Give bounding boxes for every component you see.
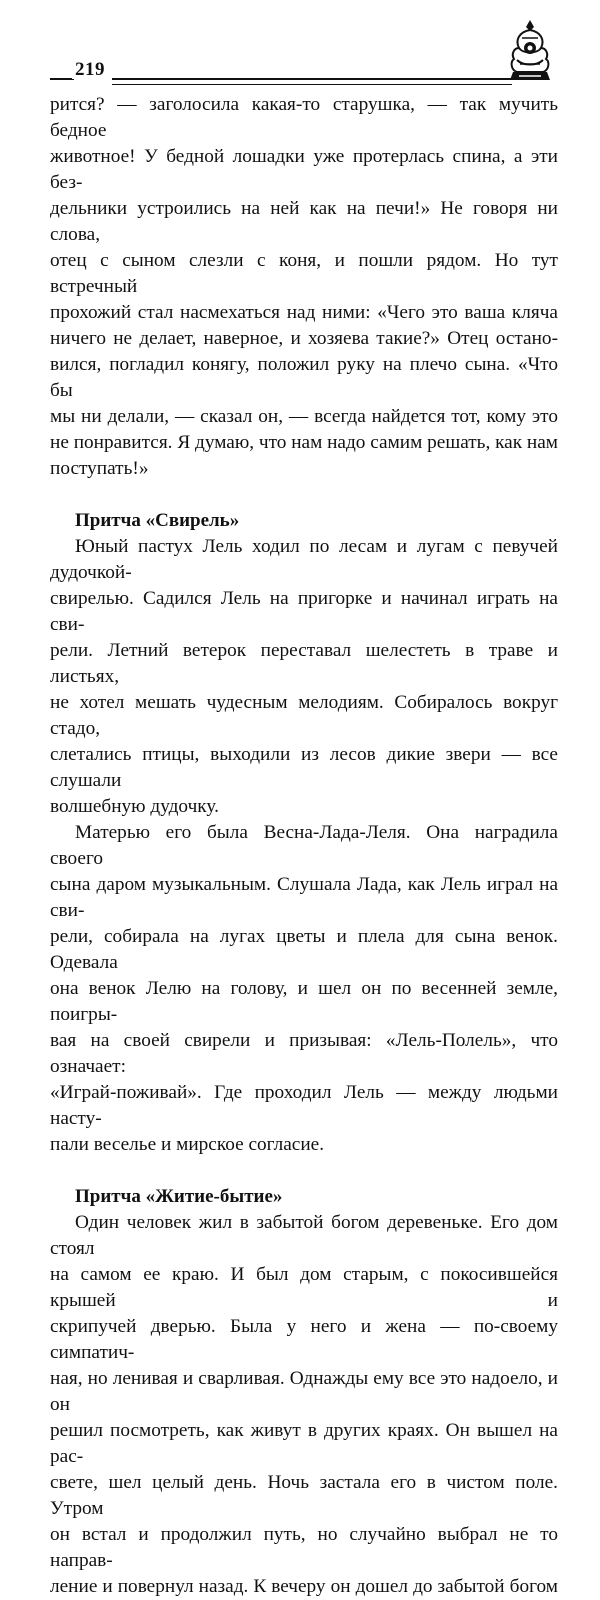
text-line: свирелью. Садился Лель на пригорке и начинал играть на сви- — [50, 588, 558, 635]
text-line: ная, но ленивая и сварливая. Однажды ему все это надоело, и он — [50, 1368, 558, 1415]
page-number: 219 — [72, 60, 108, 79]
text-line: сына даром музыкальным. Слушала Лада, как Лель играл на сви- — [50, 874, 558, 921]
parable-title-zhitie: Притча «Житие-бытие» — [75, 1186, 283, 1207]
svirel-paragraph-1 — [50, 534, 558, 820]
text-line: волшебную дудочку. — [50, 796, 219, 817]
text-line: Юный пастух Лель ходил по лесам и лугам с певучей дудочкой- — [50, 536, 558, 583]
text-line: она венок Лелю на голову, и шел он по весенней земле, поигры- — [50, 978, 558, 1025]
section-gap — [50, 482, 558, 508]
text-line: не хотел мешать чудесным мелодиям. Собиралось вокруг стадо, — [50, 692, 558, 739]
text-line: животное! У бедной лошадки уже протерлась спина, а эти без- — [50, 146, 558, 193]
section-gap — [50, 1158, 558, 1184]
text-line: он встал и продолжил путь, но случайно выбрал не то направ- — [50, 1524, 558, 1571]
text-line: Один человек жил в забытой богом деревеньке. Его дом стоял — [50, 1212, 558, 1259]
header-rule-thin — [112, 84, 512, 85]
text-line: мы ни делали, — сказал он, — всегда найдется тот, кому это — [50, 406, 558, 427]
text-line: решил посмотреть, как живут в других краях. Он вышел на рас- — [50, 1420, 558, 1467]
text-line: рели, собирала на лугах цветы и плела для сына венок. Одевала — [50, 926, 558, 973]
text-line: рели. Летний ветерок переставал шелестеть в траве и листьях, — [50, 640, 558, 687]
text-line: слетались птицы, выходили из лесов дикие звери — все слушали — [50, 744, 558, 791]
text-line: пали веселье и мирское согласие. — [50, 1134, 325, 1155]
text-line: отец с сыном слезли с коня, и пошли рядом. Но тут встречный — [50, 250, 558, 297]
text-line: прохожий стал насмехаться над ними: «Чего это ваша кляча — [50, 302, 558, 323]
header-rule — [112, 78, 512, 80]
header-rule-left — [50, 78, 74, 80]
text-line: не понравится. Я думаю, что нам надо самим решать, как нам — [50, 432, 559, 453]
text-line: «Играй-поживай». Где проходил Лель — между людьми насту- — [50, 1082, 558, 1129]
intro-paragraph — [50, 92, 558, 482]
ornament-icon — [505, 18, 555, 84]
text-line: Матерью его была Весна-Лада-Леля. Она наградила своего — [50, 822, 558, 869]
text-line: дельники устроились на ней как на печи!» Не говоря ни слова, — [50, 198, 558, 245]
text-line: на самом ее краю. И был дом старым, с покосившейся крышей и — [50, 1264, 558, 1311]
text-line: вился, погладил конягу, положил руку на плечо сына. «Что бы — [50, 354, 558, 401]
text-line: рится? — заголосила какая-то старушка, — так мучить бедное — [50, 94, 558, 141]
text-line: ление и повернул назад. К вечеру он дошел до забытой богом — [50, 1576, 558, 1597]
page-header — [50, 18, 555, 88]
page-content — [50, 92, 558, 1600]
text-line: вая на своей свирели и призывая: «Лель-Полель», что означает: — [50, 1030, 558, 1077]
text-line: поступать!» — [50, 458, 149, 479]
svirel-paragraph-2 — [50, 820, 558, 1158]
zhitie-paragraph-1 — [50, 1210, 558, 1600]
text-line: свете, шел целый день. Ночь застала его в чистом поле. Утром — [50, 1472, 558, 1519]
text-line: ничего не делает, наверное, и хозяева такие?» Отец остано- — [50, 328, 558, 349]
text-line: скрипучей дверью. Была у него и жена — по-своему симпатич- — [50, 1316, 558, 1363]
parable-title-svirel: Притча «Свирель» — [75, 510, 240, 531]
